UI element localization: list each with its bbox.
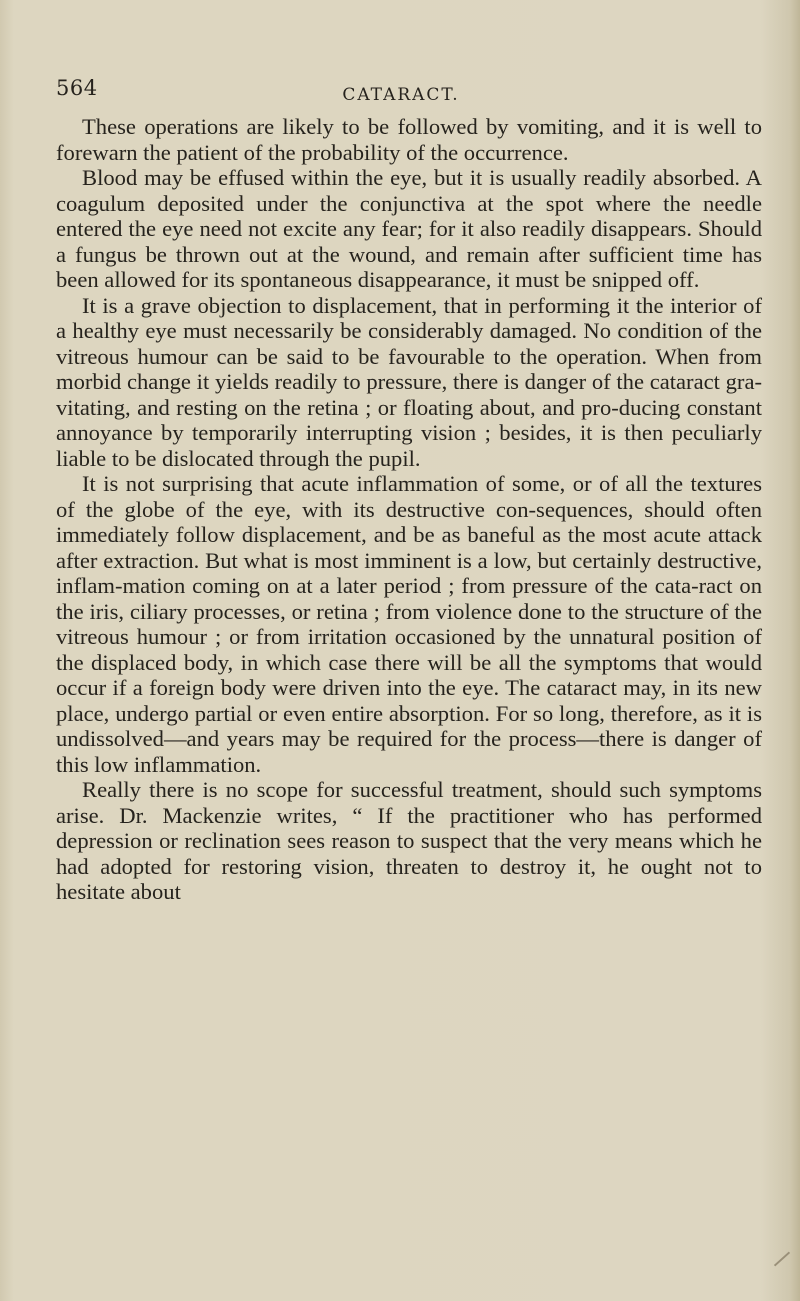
paragraph-mackenzie-quote: Really there is no scope for successful treatment, should such symptoms arise. Dr. Mackenzie writes, “ If the practitioner who has performed depression or reclination sees reason to suspect that the very means which he had adopted for restoring vision, threaten to destroy it, he ought not to hesitate about (56, 777, 762, 904)
page-edge-mark (774, 1252, 790, 1267)
running-head: CATARACT. (342, 85, 460, 105)
page-number: 564 (56, 76, 98, 100)
page-header (56, 76, 746, 108)
paragraph-vomiting: These operations are likely to be followed by vomiting, and it is well to forewarn the patient of the probability of the occurrence. (56, 114, 762, 165)
paragraph-grave-objection: It is a grave objection to displacement, that in performing it the interior of a healthy eye must necessarily be considerably damaged. No condition of the vitreous humour can be said to be favourable to the operation. When from morbid change it yields readily to pressure, there is danger of the cataract gra-vitating, and resting on the retina ; or floating about, and pro-ducing constant annoyance by temporarily interrupting vision ; besides, it is then peculiarly liable to be dislocated through the pupil. (56, 292, 762, 471)
paragraph-blood-effused: Blood may be effused within the eye, but it is usually readily absorbed. A coagulum deposited under the conjunctiva at the spot where the needle entered the eye need not excite any fear; for it also readily disappears. Should a fungus be thrown out at the wound, and remain after sufficient time has been allowed for its spontaneous disappearance, it must be snipped off. (56, 165, 762, 292)
paragraph-acute-inflammation: It is not surprising that acute inflammation of some, or of all the textures of the globe of the eye, with its destructive con-sequences, should often immediately follow displacement, and be as baneful as the most acute attack after extraction. But what is most imminent is a low, but certainly destructive, inflam-mation coming on at a later period ; from pressure of the cata-ract on the iris, ciliary processes, or retina ; from violence done to the structure of the vitreous humour ; or from irritation occasioned by the unnatural position of the displaced body, in which case there will be all the symptoms that would occur if a foreign body were driven into the eye. The cataract may, in its new place, undergo partial or even entire absorption. For so long, therefore, as it is undissolved—and years may be required for the process—there is danger of this low inflammation. (56, 471, 762, 777)
body-text (56, 114, 762, 905)
